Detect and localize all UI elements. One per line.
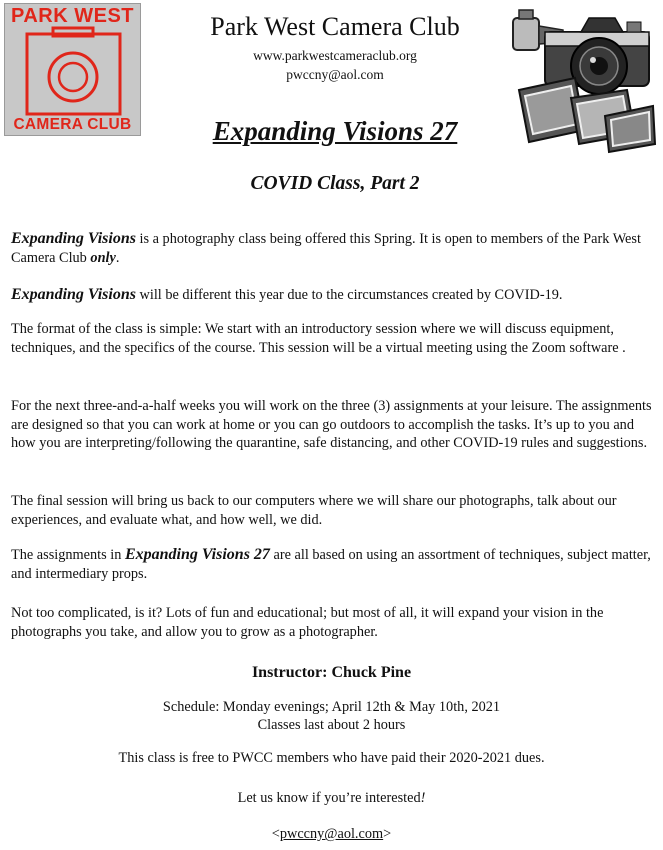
logo-line-2: CAMERA CLUB bbox=[13, 116, 132, 133]
intro-text: is a photography class being offered this Spring. It is open to members of the Park West Camera Club bbox=[11, 231, 641, 266]
logo-line-1: PARK WEST bbox=[10, 5, 134, 27]
covid-text: will be different this year due to the circumstances created by COVID-19. bbox=[135, 287, 563, 303]
contact-open: < bbox=[271, 826, 280, 842]
class-title-emphasis: Expanding Visions 27 bbox=[124, 546, 270, 563]
techniques-paragraph bbox=[11, 546, 656, 583]
contact-email-link[interactable]: pwccny@aol.com bbox=[279, 826, 384, 842]
contact-line bbox=[0, 825, 663, 844]
techniques-start: The assignments in bbox=[11, 547, 125, 563]
class-name-emphasis: Expanding Visions bbox=[11, 286, 136, 303]
page-title: Expanding Visions 27 bbox=[212, 116, 458, 146]
schedule-line: Schedule: Monday evenings; April 12th & May 10th, 2021 bbox=[162, 699, 501, 715]
intro-end: . bbox=[115, 249, 120, 266]
class-name-emphasis: Expanding Visions bbox=[11, 230, 136, 247]
techniques-rest: are all based on using an assortment of techniques, subject matter, and intermediary props. bbox=[11, 547, 651, 582]
page-subtitle: COVID Class, Part 2 bbox=[250, 173, 420, 194]
final-session-paragraph: The final session will bring us back to our computers where we will share our photographs, talk about our experiences, and evaluate what, and how well, we did. bbox=[11, 493, 617, 528]
interest-text: Let us know if you’re interested bbox=[237, 790, 421, 806]
free-note: This class is free to PWCC members who have paid their 2020-2021 dues. bbox=[118, 750, 545, 766]
closing-paragraph: Not too complicated, is it? Lots of fun and educational; but most of all, it will expand your vision in the photographs you take, and allow you to grow as a photographer. bbox=[11, 605, 604, 640]
assignments-paragraph: For the next three-and-a-half weeks you will work on the three (3) assignments at your leisure. The assignments are designed so that you can work at home or you can go outdoors to accomplish the tasks. It’s up to you and how you are interpreting/following the quarantine, safe distancing, and other COVID-19 rules and suggestions. bbox=[11, 398, 652, 451]
covid-paragraph bbox=[11, 286, 656, 305]
duration-line: Classes last about 2 hours bbox=[257, 717, 406, 733]
interest-line bbox=[0, 789, 663, 808]
club-url[interactable]: www.parkwestcameraclub.org bbox=[253, 48, 417, 63]
club-email[interactable]: pwccny@aol.com bbox=[286, 67, 384, 82]
only-emphasis: only bbox=[90, 249, 116, 266]
format-paragraph: The format of the class is simple: We start with an introductory session where we will discuss equipment, techniques, and the specifics of the course. This session will be a virtual meeting using the Zoom software . bbox=[11, 321, 626, 356]
intro-paragraph bbox=[11, 230, 656, 267]
contact-close: > bbox=[383, 826, 392, 842]
instructor-line: Instructor: Chuck Pine bbox=[251, 664, 412, 681]
club-logo bbox=[4, 3, 141, 136]
interest-mark: ! bbox=[420, 790, 426, 806]
club-name: Park West Camera Club bbox=[210, 12, 460, 41]
